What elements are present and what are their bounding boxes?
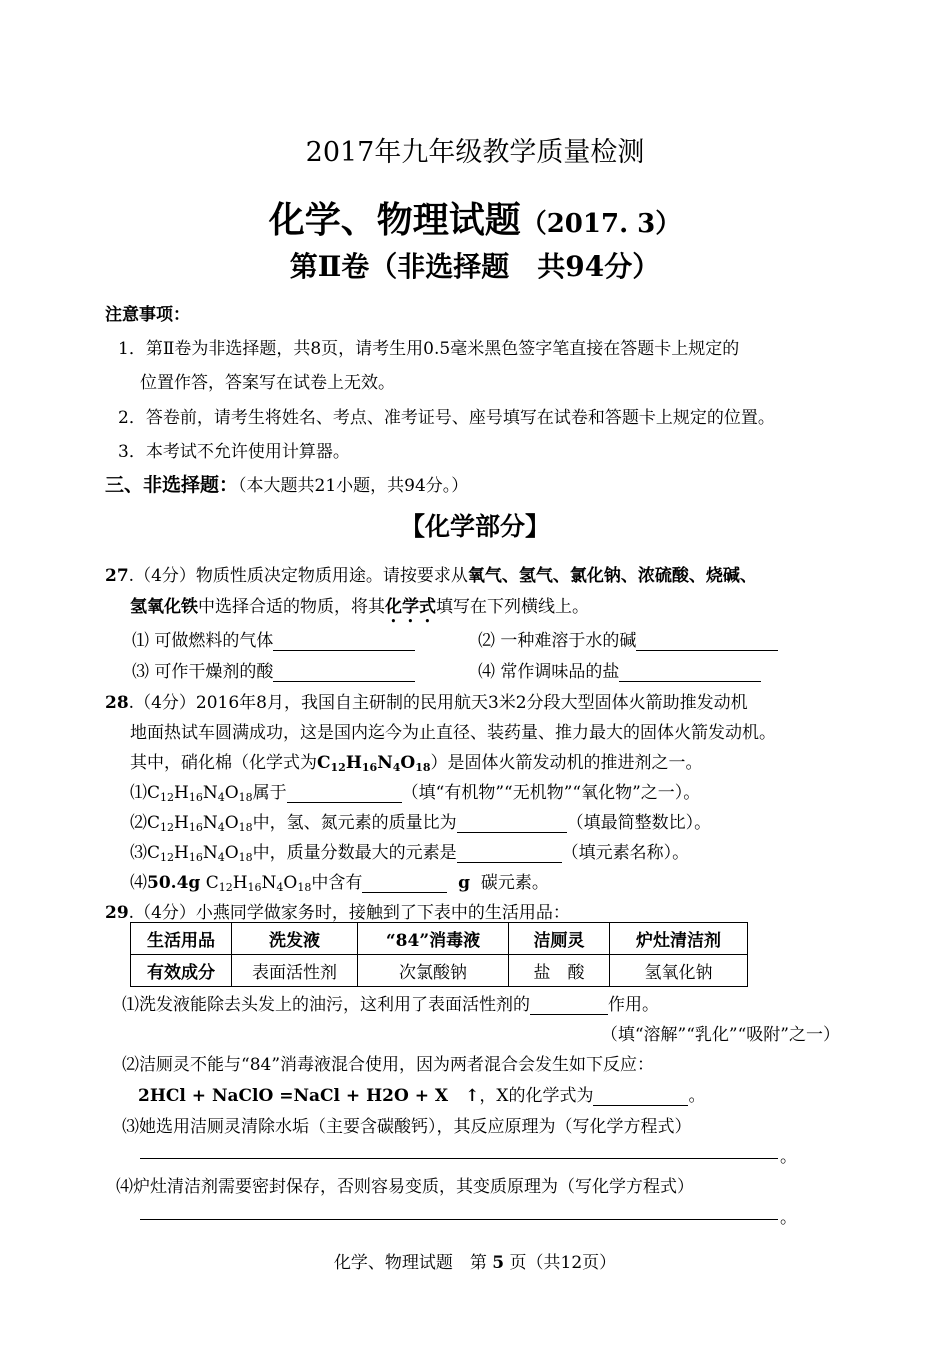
q29-intro: 29.（4分）小燕同学做家务时，接触到了下表中的生活用品： (105, 903, 570, 923)
q28-part-4: ⑷50.4g $C_{12}H_{16}N_4O_{18}$中含有 g 碳元素。 (130, 873, 549, 894)
q29-equation: 2HCl + NaClO =NaCl + H2O + X ↑，X的化学式为 。 (138, 1086, 706, 1106)
formula: $C_{12}H_{16}N_4O_{18}$ (147, 783, 253, 804)
q27-part-3: ⑶ 可作干燥剂的酸 (132, 657, 415, 682)
table-cell: 炉灶清洁剂 (610, 923, 748, 955)
q28-part-3: $⑶C_{12}H_{16}N_4O_{18}$中，质量分数最大的元素是 （填元素名称）。 (130, 843, 690, 864)
exam-title: 2017年九年级教学质量检测 (305, 137, 645, 168)
q28-part-1: $⑴C_{12}H_{16}N_4O_{18}$属于 （填“有机物”“无机物”“氧化物”之一）。 (130, 783, 701, 804)
answer-blank[interactable] (287, 784, 402, 803)
formula: $C_{12}H_{16}N_4O_{18}$ (147, 843, 253, 864)
answer-blank[interactable] (619, 663, 761, 682)
formula: $C_{12}H_{16}N_4O_{18}$ (205, 873, 312, 894)
q27-intro: 27.（4分）物质性质决定物质用途。请按要求从氧气、氢气、氯化钠、浓硫酸、烧碱、 (105, 566, 757, 586)
q29-part-2: ⑵洁厕灵不能与“84”消毒液混合使用，因为两者混合会发生如下反应： (122, 1055, 655, 1075)
answer-blank[interactable] (273, 663, 415, 682)
table-cell: 氢氧化钠 (610, 955, 748, 987)
table-cell: 次氯酸钠 (358, 955, 509, 987)
formula: $C_{12}H_{16}N_4O_{18}$ (317, 753, 431, 774)
q27-intro-2: 氢氧化铁中选择合适的物质，将其化学式填写在下列横线上。 (130, 597, 589, 617)
volume-title: 第Ⅱ卷（非选择题 共94分） (289, 250, 661, 283)
main-title: 化学、物理试题（2017. 3） (268, 199, 682, 241)
answer-blank[interactable] (457, 844, 562, 863)
table-cell: 洁厕灵 (509, 923, 610, 955)
period: 。 (780, 1208, 797, 1228)
note-3: 3．本考试不允许使用计算器。 (118, 442, 350, 462)
table-cell: 有效成分 (131, 955, 232, 987)
notes-heading: 注意事项： (105, 305, 190, 325)
answer-blank[interactable] (636, 632, 778, 651)
note-1-line-2: 位置作答，答案写在试卷上无效。 (140, 373, 395, 393)
q27-part-4: ⑷ 常作调味品的盐 (478, 657, 761, 682)
table-cell: 表面活性剂 (232, 955, 358, 987)
period: 。 (780, 1147, 797, 1167)
answer-blank[interactable] (362, 874, 447, 893)
section-3-heading: 三、非选择题：（本大题共21小题，共94分。） (105, 474, 469, 496)
table-cell: 盐 酸 (509, 955, 610, 987)
table-cell: 生活用品 (131, 923, 232, 955)
q29-part-4: ⑷炉灶清洁剂需要密封保存，否则容易变质，其变质原理为（写化学方程式） (116, 1177, 694, 1197)
answer-blank[interactable] (593, 1087, 688, 1106)
answer-line[interactable] (140, 1219, 778, 1220)
table-cell: 洗发液 (232, 923, 358, 955)
page-number: 5 (492, 1253, 505, 1273)
answer-blank[interactable] (273, 632, 415, 651)
table-cell: “84”消毒液 (358, 923, 509, 955)
q27-part-1: ⑴ 可做燃料的气体 (132, 626, 415, 651)
q29-part-3: ⑶她选用洁厕灵清除水垢（主要含碳酸钙），其反应原理为（写化学方程式） (122, 1117, 692, 1137)
q27-part-2: ⑵ 一种难溶于水的碱 (478, 626, 778, 651)
page-footer: 化学、物理试题 第 5 页（共12页） (333, 1253, 617, 1273)
q29-part-1-hint: （填“溶解”“乳化”“吸附”之一） (600, 1025, 840, 1045)
answer-blank[interactable] (530, 996, 608, 1015)
table-row (131, 923, 748, 955)
answer-line[interactable] (140, 1158, 778, 1159)
title-date: （2017. 3） (520, 209, 682, 239)
q28-part-2: $⑵C_{12}H_{16}N_4O_{18}$中，氢、氮元素的质量比为 （填最简整数比）。 (130, 813, 712, 834)
q28-line-2: 地面热试车圆满成功，这是国内迄今为止直径、装药量、推力最大的固体火箭发动机。 (130, 723, 776, 743)
q28-line-1: 28.（4分）2016年8月，我国自主研制的民用航天3米2分段大型固体火箭助推发动机 (105, 693, 748, 713)
answer-blank[interactable] (457, 814, 567, 833)
q29-part-1: ⑴洗发液能除去头发上的油污，这利用了表面活性剂的 作用。 (122, 995, 659, 1015)
note-2: 2．答卷前，请考生将姓名、考点、准考证号、座号填写在试卷和答题卡上规定的位置。 (118, 408, 775, 428)
q28-line-3: 其中，硝化棉（化学式为$C_{12}H_{16}N_4O_{18}$）是固体火箭发动机的推进剂之一。 (130, 753, 703, 774)
household-products-table (130, 922, 748, 987)
emphasis-keyword: 化学式 (385, 597, 436, 617)
formula: $C_{12}H_{16}N_4O_{18}$ (147, 813, 253, 834)
note-1-line-1: 1．第Ⅱ卷为非选择题，共8页，请考生用0.5毫米黑色签字笔直接在答题卡上规定的 (118, 339, 740, 359)
chemistry-heading: 【化学部分】 (399, 512, 550, 541)
table-row (131, 955, 748, 987)
